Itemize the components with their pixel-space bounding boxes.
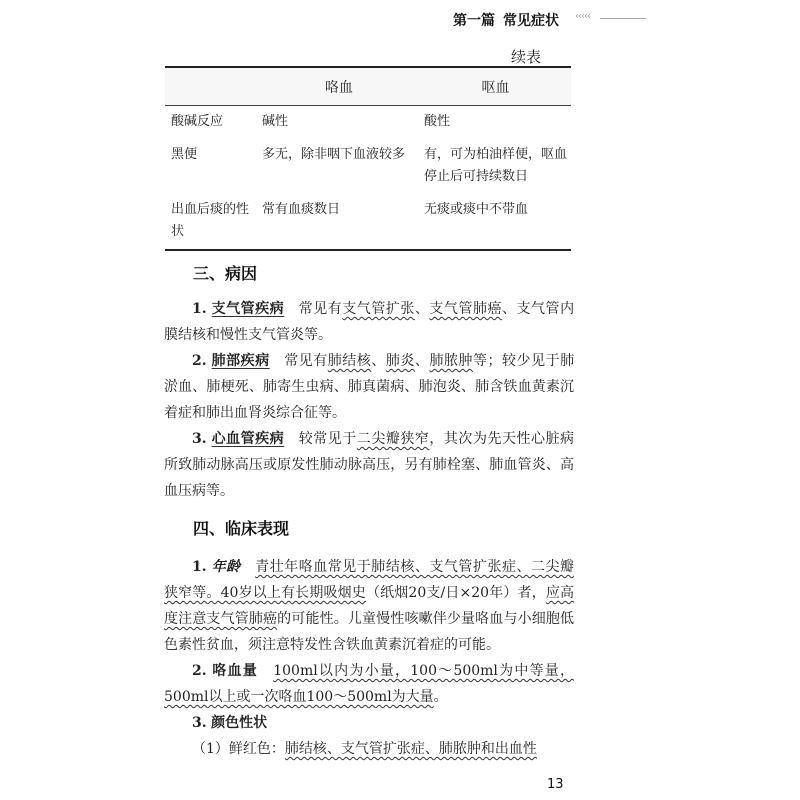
paragraph-hemoptysis-volume bbox=[164, 658, 574, 710]
text-run: 、 bbox=[414, 301, 430, 317]
table-header-cell: 咯血 bbox=[258, 67, 420, 106]
table-cell-hematemesis: 无痰或痰中不带血 bbox=[420, 194, 571, 250]
header-title: 常见症状 bbox=[503, 13, 559, 29]
text-run: 肺结核 bbox=[327, 353, 372, 369]
text-run: ，其次为先天性心脏病所致肺动脉高压或原发性肺动脉高压，另有肺栓塞、肺血管炎、高血压病等。 bbox=[164, 431, 575, 499]
header-rule bbox=[600, 18, 646, 19]
comparison-table bbox=[165, 66, 571, 251]
term-heading: 心血管疾病 bbox=[211, 431, 285, 447]
text-run: 肺炎 bbox=[385, 353, 415, 369]
table-cell-hematemesis: 有，可为柏油样便，呕血停止后可持续数日 bbox=[424, 147, 568, 184]
item-number: 1. bbox=[192, 559, 207, 575]
text-run: 二尖瓣狭窄 bbox=[356, 431, 430, 447]
term-heading: 咯血量 bbox=[212, 663, 258, 679]
table-header-cell: 呕血 bbox=[420, 67, 571, 106]
text-run: 、 bbox=[414, 353, 430, 369]
section-title-clinical-manifestations: 四、临床表现 bbox=[193, 519, 290, 538]
paragraph-color-heading bbox=[164, 710, 574, 736]
table-header-cell bbox=[165, 67, 258, 106]
text-run: 。 bbox=[433, 689, 448, 705]
table-cell-hemoptysis: 常有血痰数日 bbox=[258, 194, 420, 250]
paragraph-bronchial-disease bbox=[164, 296, 574, 348]
text-run: 支气管肺癌 bbox=[429, 301, 502, 317]
table-continued-label: 续表 bbox=[511, 48, 542, 66]
text-run: 、 bbox=[371, 353, 386, 369]
text-run: 500ml以上或一次咯血100～500ml为大量 bbox=[164, 689, 434, 705]
term-heading: 支气管疾病 bbox=[211, 301, 285, 317]
text-run: 常见有 bbox=[298, 301, 343, 317]
header-part: 第一篇 bbox=[453, 13, 495, 29]
section-title-etiology: 三、病因 bbox=[193, 264, 258, 283]
page-number: 13 bbox=[547, 777, 564, 792]
term-heading: 颜色性状 bbox=[211, 715, 268, 731]
paragraph-bright-red bbox=[164, 736, 574, 762]
item-number: 3. bbox=[192, 715, 207, 731]
text-run: 40岁以上有长期吸烟史 bbox=[220, 585, 366, 601]
item-number: 3. bbox=[192, 431, 207, 447]
table-row bbox=[165, 139, 571, 194]
text-run: 支气管扩张 bbox=[342, 301, 415, 317]
text-run: 100ml以内为小量，100～500ml为中等量， bbox=[273, 663, 575, 679]
table-cell-item: 酸碱反应 bbox=[171, 114, 224, 129]
text-run: 肺结核、支气管扩张症、肺脓肿和出血性 bbox=[284, 741, 537, 757]
term-heading: 年龄 bbox=[211, 559, 241, 575]
table-cell-hemoptysis: 多无，除非咽下血液较多 bbox=[262, 147, 406, 162]
table-cell-hemoptysis: 碱性 bbox=[262, 114, 289, 129]
text-run: 应高度注意支气管肺癌 bbox=[164, 585, 575, 627]
text-run: 等；较少见于肺淤血、肺梗死、肺寄生虫病、肺真菌病、肺泡炎、肺含铁血黄素沉着症和肺出血肾炎综合征等。 bbox=[164, 353, 575, 421]
table-row bbox=[165, 194, 571, 250]
text-run: （纸烟20支/日×20年）者， bbox=[365, 585, 546, 601]
text-run: 常见有 bbox=[284, 353, 328, 369]
text-run: （1）鲜红色： bbox=[192, 741, 285, 757]
header-chevron-icon: ‹‹‹‹‹ bbox=[575, 11, 590, 22]
paragraph-lung-disease bbox=[164, 348, 574, 426]
item-number: 2. bbox=[192, 353, 207, 369]
text-run: 肺脓肿 bbox=[429, 353, 473, 369]
term-heading: 肺部疾病 bbox=[211, 353, 270, 369]
paragraph-age bbox=[164, 554, 574, 658]
text-run: 青壮年咯血常见于肺结核、支气管扩张症、二尖瓣狭窄等。 bbox=[164, 559, 575, 601]
table-row bbox=[165, 106, 571, 140]
paragraph-cardiovascular-disease bbox=[164, 426, 574, 504]
item-number: 2. bbox=[192, 663, 207, 679]
table-cell-hematemesis: 酸性 bbox=[424, 114, 451, 129]
text-run: 的可能性。儿童慢性咳嗽伴少量咯血与小细胞低色素性贫血，须注意特发性含铁血黄素沉着症的可能。 bbox=[164, 611, 575, 653]
running-header bbox=[453, 10, 559, 30]
table-header-row bbox=[165, 67, 571, 106]
text-run: 、支气管内膜结核和慢性支气管炎等。 bbox=[164, 301, 575, 343]
table-cell-item: 出血后痰的性状 bbox=[165, 194, 258, 250]
table-cell-item: 黑便 bbox=[171, 147, 198, 162]
item-number: 1. bbox=[192, 301, 207, 317]
text-run: 较常见于 bbox=[298, 431, 357, 447]
